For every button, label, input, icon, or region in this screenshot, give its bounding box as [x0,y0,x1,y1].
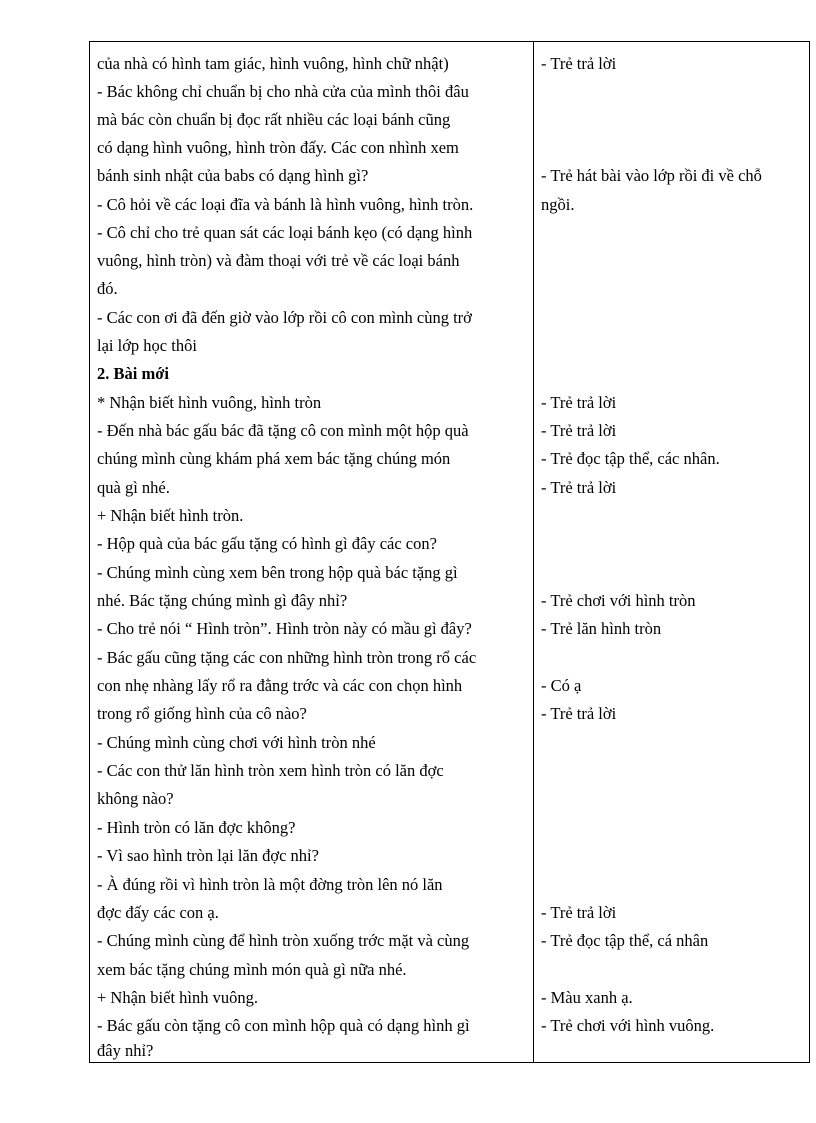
teacher-line: lại lớp học thôi [97,336,197,355]
teacher-line: bánh sinh nhật của babs có dạng hình gì? [97,166,369,185]
child-line: - Có ạ [541,676,582,695]
teacher-line: - Vì sao hình tròn lại lăn đợc nhỉ? [97,846,319,865]
teacher-line: - Cho trẻ nói “ Hình tròn”. Hình tròn này có mầu gì đây? [97,619,472,638]
child-line: - Trẻ chơi với hình tròn [541,591,696,610]
teacher-line: - À đúng rồi vì hình tròn là một đờng tròn lên nó lăn [97,875,443,894]
teacher-line: - Chúng mình cùng để hình tròn xuống trớc mặt và cùng [97,931,470,950]
child-line: - Trẻ chơi với hình vuông. [541,1016,715,1035]
child-line: ngồi. [541,195,575,214]
child-line: - Trẻ trả lời [541,478,617,497]
child-line: - Trẻ trả lời [541,393,617,412]
lesson-plan-table [89,41,810,1063]
teacher-line: - Cô chỉ cho trẻ quan sát các loại bánh kẹo (có dạng hình [97,223,473,242]
teacher-line: - Các con ơi đã đến giờ vào lớp rồi cô con mình cùng trở [97,308,472,327]
child-line: - Trẻ đọc tập thể, các nhân. [541,449,720,468]
teacher-line: trong rổ giống hình của cô nào? [97,704,307,723]
teacher-line: - Cô hỏi về các loại đĩa và bánh là hình vuông, hình tròn. [97,195,474,214]
teacher-line: có dạng hình vuông, hình tròn đấy. Các con nhình xem [97,138,459,157]
teacher-line: xem bác tặng chúng mình món quà gì nữa nhé. [97,960,407,979]
child-line: - Trẻ lăn hình tròn [541,619,662,638]
teacher-line: mà bác còn chuẩn bị đọc rất nhiều các loại bánh cũng [97,110,451,129]
child-line: - Trẻ trả lời [541,704,617,723]
teacher-line: con nhẹ nhàng lấy rổ ra đằng trớc và các con chọn hình [97,676,463,695]
child-line: - Trẻ trả lời [541,903,617,922]
teacher-line: - Bác không chỉ chuẩn bị cho nhà cửa của mình thôi đâu [97,82,469,101]
teacher-line: * Nhận biết hình vuông, hình tròn [97,393,322,412]
child-line: - Trẻ trả lời [541,54,617,73]
teacher-line: - Các con thử lăn hình tròn xem hình tròn có lăn đợc [97,761,444,780]
teacher-line: - Hộp quà của bác gấu tặng có hình gì đây các con? [97,534,437,553]
teacher-line: + Nhận biết hình tròn. [97,506,244,525]
teacher-line: - Bác gấu còn tặng cô con mình hộp quà có dạng hình gì [97,1016,470,1035]
teacher-line: - Chúng mình cùng xem bên trong hộp quà bác tặng gì [97,563,458,582]
child-line: - Màu xanh ạ. [541,988,633,1007]
teacher-line: chúng mình cùng khám phá xem bác tặng chúng món [97,449,451,468]
child-line: - Trẻ trả lời [541,421,617,440]
teacher-line: - Chúng mình cùng chơi với hình tròn nhé [97,733,376,752]
teacher-line: quà gì nhé. [97,478,170,497]
child-line: - Trẻ đọc tập thể, cá nhân [541,931,709,950]
teacher-line: không nào? [97,789,174,808]
teacher-line: - Đến nhà bác gấu bác đã tặng cô con mình một hộp quà [97,421,469,440]
teacher-line: đó. [97,279,118,298]
teacher-line: - Hình tròn có lăn đợc không? [97,818,296,837]
teacher-line: - Bác gấu cũng tặng các con những hình tròn trong rổ các [97,648,477,667]
column-divider [533,42,534,1062]
teacher-line: đây nhỉ? [97,1041,154,1060]
section-heading: 2. Bài mới [97,364,169,383]
teacher-line: của nhà có hình tam giác, hình vuông, hình chữ nhật) [97,54,449,73]
teacher-line: + Nhận biết hình vuông. [97,988,258,1007]
child-line: - Trẻ hát bài vào lớp rồi đi về chỗ [541,166,762,185]
teacher-line: vuông, hình tròn) và đàm thoại với trẻ về các loại bánh [97,251,460,270]
teacher-line: nhé. Bác tặng chúng mình gì đây nhỉ? [97,591,348,610]
teacher-line: đợc đấy các con ạ. [97,903,219,922]
